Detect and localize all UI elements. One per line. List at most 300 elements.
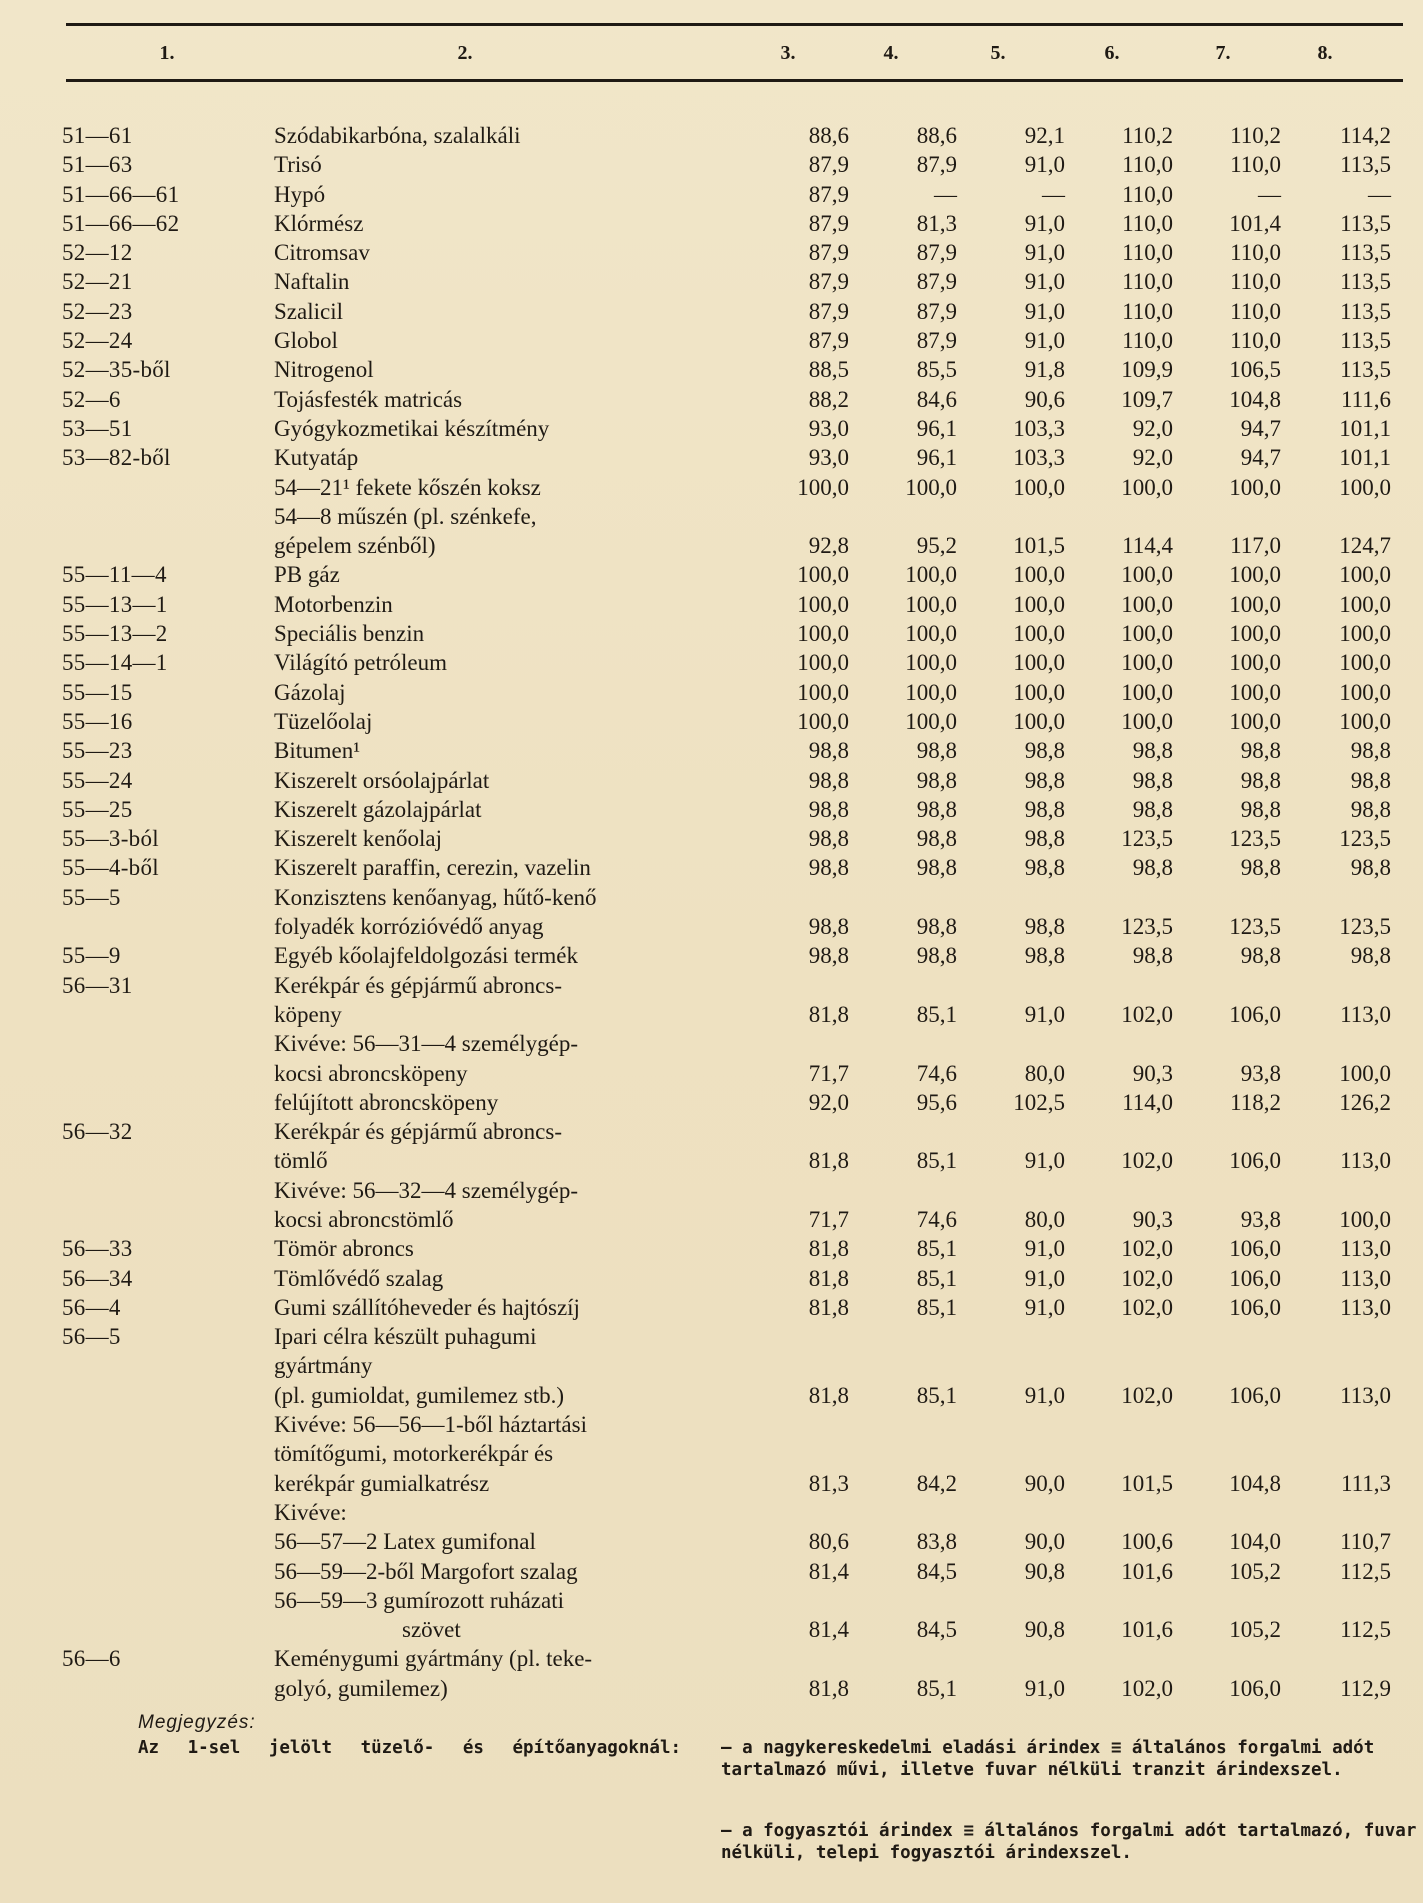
row-code xyxy=(58,1557,274,1586)
row-value-col3: 81,8 xyxy=(808,1382,849,1408)
row-code: 55—9 xyxy=(62,943,121,969)
row-value-col4: 84,2 xyxy=(916,1470,957,1496)
row-code xyxy=(58,1176,274,1205)
row-value-col5: 91,0 xyxy=(1024,1148,1065,1174)
row-value-col4: 100,0 xyxy=(905,679,957,705)
row-value-col8: 113,5 xyxy=(1340,269,1391,295)
row-value-col5 xyxy=(957,1351,1065,1380)
row-code: 55—13—1 xyxy=(62,591,168,617)
row-value-col6: 114,4 xyxy=(1122,533,1173,559)
table-row xyxy=(58,326,1391,355)
row-value-col5: 91,8 xyxy=(1024,357,1065,383)
row-code: 55—15 xyxy=(62,679,133,705)
row-value-col4: 95,2 xyxy=(916,533,957,559)
table-row xyxy=(58,473,1391,502)
col-header-8: 8. xyxy=(1317,42,1333,64)
row-value-col4: 84,6 xyxy=(916,386,957,412)
row-value-col6: 123,5 xyxy=(1121,826,1173,852)
row-code: 53—82-ből xyxy=(62,445,171,471)
row-value-col4: 100,0 xyxy=(905,708,957,734)
row-value-col3 xyxy=(744,1498,849,1527)
row-code: 56—33 xyxy=(62,1236,133,1262)
row-value-col5: 91,0 xyxy=(1024,269,1065,295)
table-row xyxy=(58,1322,1391,1351)
row-value-col4: 95,6 xyxy=(916,1089,957,1115)
row-value-col8: 113,5 xyxy=(1340,210,1391,236)
row-value-col6 xyxy=(1065,1644,1173,1673)
row-value-col6 xyxy=(1065,883,1173,912)
table-row xyxy=(58,209,1391,238)
row-value-col3 xyxy=(744,1176,849,1205)
row-value-col3: 81,8 xyxy=(808,1148,849,1174)
row-value-col3: 87,9 xyxy=(808,269,849,295)
row-value-col8: 112,5 xyxy=(1340,1558,1391,1584)
row-value-col8: 100,0 xyxy=(1339,1060,1391,1086)
row-code xyxy=(58,1439,274,1468)
row-value-col7: 110,2 xyxy=(1230,123,1281,148)
row-value-col7: 100,0 xyxy=(1229,562,1281,588)
row-value-col3: 98,8 xyxy=(808,855,849,881)
table-row xyxy=(58,1586,1391,1615)
row-value-col3: 87,9 xyxy=(808,298,849,324)
header-rule xyxy=(66,79,1403,82)
row-code: 51—63 xyxy=(62,152,133,178)
table-row xyxy=(58,121,1391,150)
row-value-col7: 123,5 xyxy=(1229,826,1281,852)
table-row xyxy=(58,1234,1391,1263)
row-value-col5: 91,0 xyxy=(1024,152,1065,178)
table-row xyxy=(58,1088,1391,1117)
row-value-col4 xyxy=(849,1351,957,1380)
row-value-col6: 102,0 xyxy=(1121,1294,1173,1320)
row-value-col7: 100,0 xyxy=(1229,621,1281,647)
row-value-col8: 113,0 xyxy=(1340,1236,1391,1262)
row-description: gépelem szénből) xyxy=(274,533,436,559)
row-description: Citromsav xyxy=(274,240,370,266)
table-row xyxy=(58,883,1391,912)
row-description: Globol xyxy=(274,328,338,354)
table-row xyxy=(58,590,1391,619)
row-value-col4: 98,8 xyxy=(916,767,957,793)
table-row xyxy=(58,355,1391,384)
table-row xyxy=(58,678,1391,707)
row-code: 55—25 xyxy=(62,796,133,822)
row-description: köpeny xyxy=(274,1001,342,1027)
row-value-col8: 124,7 xyxy=(1339,533,1391,559)
row-value-col5: 98,8 xyxy=(1024,914,1065,940)
row-value-col3 xyxy=(744,1117,849,1146)
row-value-col5: 98,8 xyxy=(1024,796,1065,822)
row-value-col3: 87,9 xyxy=(808,210,849,236)
row-value-col3: 88,5 xyxy=(808,357,849,383)
table-row xyxy=(58,180,1391,209)
row-code: 56—31 xyxy=(62,972,133,998)
row-value-col5: 90,8 xyxy=(1024,1617,1065,1643)
row-value-col4: 85,1 xyxy=(916,1265,957,1291)
row-value-col4: 87,9 xyxy=(916,152,957,178)
row-value-col4: 98,8 xyxy=(916,855,957,881)
row-description: 54—21¹ fekete kőszén koksz xyxy=(274,474,541,500)
row-value-col6: 100,0 xyxy=(1121,679,1173,705)
row-value-col7: 93,8 xyxy=(1240,1060,1281,1086)
row-description: 56—59—2-ből Margofort szalag xyxy=(274,1558,578,1584)
row-value-col4: 98,8 xyxy=(916,826,957,852)
row-value-col3 xyxy=(744,883,849,912)
table-row xyxy=(58,1557,1391,1586)
row-value-col3 xyxy=(744,1322,849,1351)
row-description: felújított abroncsköpeny xyxy=(274,1089,499,1115)
row-value-col6: 110,0 xyxy=(1122,240,1173,266)
row-value-col4: 100,0 xyxy=(905,591,957,617)
row-code: 56—5 xyxy=(62,1324,121,1350)
row-value-col7: 100,0 xyxy=(1229,474,1281,500)
row-code: 56—4 xyxy=(62,1294,121,1320)
row-value-col5: 90,0 xyxy=(1024,1470,1065,1496)
table-row xyxy=(58,1469,1391,1498)
row-value-col4: 100,0 xyxy=(905,474,957,500)
row-code: 52—24 xyxy=(62,328,133,354)
row-value-col5: 102,5 xyxy=(1013,1089,1065,1115)
row-value-col6: 110,0 xyxy=(1122,328,1173,354)
row-value-col6: 110,2 xyxy=(1122,123,1173,148)
row-value-col6 xyxy=(1065,1351,1173,1380)
table-row xyxy=(58,443,1391,472)
row-value-col7: 110,0 xyxy=(1230,240,1281,266)
row-value-col7: 106,0 xyxy=(1229,1148,1281,1174)
row-value-col4: 84,5 xyxy=(916,1558,957,1584)
row-code xyxy=(58,1469,274,1498)
row-value-col6: 98,8 xyxy=(1132,855,1173,881)
row-value-col3: 98,8 xyxy=(808,738,849,764)
row-value-col3 xyxy=(744,1351,849,1380)
row-description: Kerékpár és gépjármű abroncs- xyxy=(274,1119,563,1145)
row-code: 55—16 xyxy=(62,708,133,734)
row-value-col4 xyxy=(849,502,957,531)
row-value-col5: 91,0 xyxy=(1024,1675,1065,1701)
row-description: kerékpár gumialkatrész xyxy=(274,1470,490,1496)
row-description: Gázolaj xyxy=(274,679,346,705)
row-value-col5: 90,0 xyxy=(1024,1529,1065,1555)
row-value-col3: 87,9 xyxy=(808,328,849,354)
row-value-col6: 98,8 xyxy=(1132,767,1173,793)
table-row xyxy=(58,502,1391,531)
row-value-col5 xyxy=(957,971,1065,1000)
row-code xyxy=(58,502,274,531)
row-value-col8 xyxy=(1281,1439,1391,1468)
row-value-col6: 100,0 xyxy=(1121,650,1173,676)
row-value-col6: 110,0 xyxy=(1122,181,1173,207)
row-description: Kivéve: 56—32—4 személygép- xyxy=(274,1177,579,1203)
row-value-col4: 100,0 xyxy=(905,562,957,588)
row-value-col4 xyxy=(849,1176,957,1205)
row-code: 53—51 xyxy=(62,415,133,441)
row-value-col6 xyxy=(1065,1439,1173,1468)
row-description: Motorbenzin xyxy=(274,591,393,617)
row-value-col3: 98,8 xyxy=(808,767,849,793)
row-value-col4 xyxy=(849,1586,957,1615)
row-description: tömítőgumi, motorkerékpár és xyxy=(274,1441,554,1467)
row-value-col6: 92,0 xyxy=(1132,445,1173,471)
row-value-col6 xyxy=(1065,1498,1173,1527)
row-value-col8: 100,0 xyxy=(1339,562,1391,588)
row-value-col6: 100,0 xyxy=(1121,708,1173,734)
row-value-col5: 100,0 xyxy=(1013,679,1065,705)
row-value-col3: 81,8 xyxy=(808,1294,849,1320)
table-row xyxy=(58,297,1391,326)
row-value-col4: 85,5 xyxy=(916,357,957,383)
row-value-col3: 100,0 xyxy=(797,650,849,676)
row-value-col7 xyxy=(1173,883,1281,912)
row-value-col4: 87,9 xyxy=(916,298,957,324)
row-value-col8: 113,5 xyxy=(1340,240,1391,266)
row-code xyxy=(58,473,274,502)
row-value-col7: 100,0 xyxy=(1229,679,1281,705)
row-value-col8 xyxy=(1281,1644,1391,1673)
row-value-col7: 118,2 xyxy=(1230,1089,1281,1115)
table-row xyxy=(58,150,1391,179)
row-value-col6: 100,0 xyxy=(1121,562,1173,588)
row-description: Gumi szállítóheveder és hajtószíj xyxy=(274,1294,580,1320)
row-description: Gyógykozmetikai készítmény xyxy=(274,415,550,441)
row-description: Tömör abroncs xyxy=(274,1236,414,1262)
col-header-6: 6. xyxy=(1104,42,1120,64)
row-description: Speciális benzin xyxy=(274,621,425,647)
row-value-col3: 81,4 xyxy=(808,1617,849,1643)
row-code xyxy=(58,1000,274,1029)
row-value-col8 xyxy=(1281,1586,1391,1615)
row-value-col5: 91,0 xyxy=(1024,1382,1065,1408)
row-value-col6 xyxy=(1065,1029,1173,1058)
row-code: 55—13—2 xyxy=(62,621,168,647)
row-code xyxy=(58,1615,274,1644)
row-value-col3: 81,4 xyxy=(808,1558,849,1584)
row-value-col7: 93,8 xyxy=(1240,1206,1281,1232)
row-description: Kiszerelt gázolajpárlat xyxy=(274,796,482,822)
row-value-col5: 80,0 xyxy=(1024,1060,1065,1086)
row-value-col3 xyxy=(744,1644,849,1673)
row-value-col8: 113,5 xyxy=(1340,328,1391,354)
row-value-col8 xyxy=(1281,971,1391,1000)
row-value-col8: 126,2 xyxy=(1339,1089,1391,1115)
row-value-col8: 101,1 xyxy=(1339,445,1391,471)
row-description: 56—59—3 gumírozott ruházati xyxy=(274,1587,564,1613)
row-value-col7 xyxy=(1173,1351,1281,1380)
table-row xyxy=(58,385,1391,414)
row-description: Szalicil xyxy=(274,298,343,324)
row-value-col4: 81,3 xyxy=(916,210,957,236)
row-value-col4 xyxy=(849,971,957,1000)
row-value-col8: 101,1 xyxy=(1339,415,1391,441)
row-code xyxy=(58,1059,274,1088)
row-value-col3: 88,2 xyxy=(808,386,849,412)
row-value-col8 xyxy=(1281,1117,1391,1146)
row-description: folyadék korrózióvédő anyag xyxy=(274,914,544,940)
row-value-col6: 102,0 xyxy=(1121,1675,1173,1701)
row-value-col7: 110,0 xyxy=(1230,152,1281,178)
row-value-col5: 100,0 xyxy=(1013,621,1065,647)
table-row xyxy=(58,853,1391,882)
row-code: 52—23 xyxy=(62,298,133,324)
row-value-col4 xyxy=(849,1029,957,1058)
row-value-col4 xyxy=(849,1322,957,1351)
row-description: Kiszerelt orsóolajpárlat xyxy=(274,767,490,793)
row-value-col6: 101,6 xyxy=(1121,1617,1173,1643)
row-description: Bitumen¹ xyxy=(274,738,361,764)
row-value-col3: 100,0 xyxy=(797,621,849,647)
row-value-col4: 98,8 xyxy=(916,914,957,940)
row-value-col4: 83,8 xyxy=(916,1529,957,1555)
row-description: Konzisztens kenőanyag, hűtő-kenő xyxy=(274,884,597,910)
row-value-col3: 100,0 xyxy=(797,562,849,588)
row-value-col4: 85,1 xyxy=(916,1675,957,1701)
row-code: 55—4-ből xyxy=(62,855,159,881)
row-code: 52—35-ből xyxy=(62,357,171,383)
row-value-col8: 100,0 xyxy=(1339,621,1391,647)
row-description: Tojásfesték matricás xyxy=(274,386,463,412)
row-value-col8 xyxy=(1281,1351,1391,1380)
row-value-col7 xyxy=(1173,1029,1281,1058)
table-row xyxy=(58,1000,1391,1029)
row-value-col5: 98,8 xyxy=(1024,855,1065,881)
row-code: 52—12 xyxy=(62,240,133,266)
row-value-col4 xyxy=(849,1439,957,1468)
table-row xyxy=(58,912,1391,941)
table-row xyxy=(58,619,1391,648)
row-value-col8: 113,0 xyxy=(1340,1294,1391,1320)
row-value-col6: 102,0 xyxy=(1121,1001,1173,1027)
row-value-col8: 123,5 xyxy=(1339,826,1391,852)
row-value-col8: — xyxy=(1368,181,1391,207)
col-header-5: 5. xyxy=(990,42,1006,64)
row-description: Kutyatáp xyxy=(274,445,359,471)
row-value-col7: 98,8 xyxy=(1240,796,1281,822)
row-code xyxy=(58,1351,274,1380)
row-description: gyártmány xyxy=(274,1353,373,1379)
row-value-col6: 123,5 xyxy=(1121,914,1173,940)
table-row xyxy=(58,766,1391,795)
table-row xyxy=(58,795,1391,824)
row-value-col5: 98,8 xyxy=(1024,738,1065,764)
col-header-4: 4. xyxy=(883,42,899,64)
row-value-col8 xyxy=(1281,883,1391,912)
row-value-col5 xyxy=(957,1498,1065,1527)
row-value-col8: 113,5 xyxy=(1340,152,1391,178)
row-value-col5: 92,1 xyxy=(1024,123,1065,148)
row-value-col8: 123,5 xyxy=(1339,914,1391,940)
row-description: Tüzelőolaj xyxy=(274,708,373,734)
row-value-col6: 100,0 xyxy=(1121,474,1173,500)
row-value-col7: 104,8 xyxy=(1229,1470,1281,1496)
row-code: 55—3-ból xyxy=(62,826,159,852)
row-value-col3 xyxy=(744,1586,849,1615)
row-value-col5 xyxy=(957,502,1065,531)
row-value-col6: 92,0 xyxy=(1132,415,1173,441)
row-value-col7: 98,8 xyxy=(1240,943,1281,969)
row-value-col5 xyxy=(957,1117,1065,1146)
row-value-col5 xyxy=(957,1644,1065,1673)
row-code xyxy=(58,1088,274,1117)
row-value-col3: 93,0 xyxy=(808,415,849,441)
row-value-col3 xyxy=(744,1029,849,1058)
row-description: tömlő xyxy=(274,1148,328,1174)
table-row xyxy=(58,1059,1391,1088)
row-value-col6: 101,5 xyxy=(1121,1470,1173,1496)
row-code: 52—6 xyxy=(62,386,121,412)
row-value-col7 xyxy=(1173,1586,1281,1615)
row-code xyxy=(58,1586,274,1615)
row-value-col6 xyxy=(1065,1117,1173,1146)
row-value-col7: 106,5 xyxy=(1229,357,1281,383)
row-value-col4: 84,5 xyxy=(916,1617,957,1643)
row-value-col8: 111,6 xyxy=(1340,386,1391,412)
row-value-col8: 100,0 xyxy=(1339,650,1391,676)
row-value-col7: 98,8 xyxy=(1240,767,1281,793)
row-value-col7: 106,0 xyxy=(1229,1675,1281,1701)
table-row xyxy=(58,971,1391,1000)
row-value-col6: 109,9 xyxy=(1121,357,1173,383)
top-rule xyxy=(66,23,1403,26)
row-value-col8 xyxy=(1281,1029,1391,1058)
row-value-col4: — xyxy=(934,181,957,207)
row-value-col5 xyxy=(957,1176,1065,1205)
row-value-col7: 123,5 xyxy=(1229,914,1281,940)
row-value-col3: 98,8 xyxy=(808,826,849,852)
row-value-col6: 90,3 xyxy=(1132,1060,1173,1086)
row-value-col8: 111,3 xyxy=(1340,1470,1391,1496)
row-value-col8 xyxy=(1281,1322,1391,1351)
row-value-col3: 92,0 xyxy=(808,1089,849,1115)
row-value-col7: 106,0 xyxy=(1229,1001,1281,1027)
table-row xyxy=(58,1674,1391,1703)
row-value-col6: 98,8 xyxy=(1132,738,1173,764)
row-value-col3: 71,7 xyxy=(808,1206,849,1232)
row-value-col6 xyxy=(1065,1586,1173,1615)
row-value-col4 xyxy=(849,1117,957,1146)
row-description: Kivéve: 56—31—4 személygép- xyxy=(274,1031,579,1057)
row-value-col6: 100,0 xyxy=(1121,621,1173,647)
row-code: 56—32 xyxy=(62,1119,133,1145)
row-code xyxy=(58,1029,274,1058)
table-row xyxy=(58,1029,1391,1058)
row-value-col8 xyxy=(1281,1410,1391,1439)
row-value-col5: 91,0 xyxy=(1024,1265,1065,1291)
table-row xyxy=(58,1351,1391,1380)
row-value-col4: 98,8 xyxy=(916,943,957,969)
table-row xyxy=(58,560,1391,589)
row-value-col5 xyxy=(957,1410,1065,1439)
row-value-col4: 98,8 xyxy=(916,738,957,764)
row-value-col5: 91,0 xyxy=(1024,1236,1065,1262)
row-code xyxy=(58,1146,274,1175)
row-value-col3 xyxy=(744,1439,849,1468)
row-value-col5: 80,0 xyxy=(1024,1206,1065,1232)
row-value-col7 xyxy=(1173,971,1281,1000)
row-value-col6: 110,0 xyxy=(1122,269,1173,295)
row-code xyxy=(58,1527,274,1556)
row-value-col8: 113,0 xyxy=(1340,1382,1391,1408)
row-value-col6: 102,0 xyxy=(1121,1265,1173,1291)
row-description: Szódabikarbóna, szalalkáli xyxy=(274,123,521,148)
table-row xyxy=(58,1644,1391,1673)
row-value-col3: 98,8 xyxy=(808,943,849,969)
row-value-col3: 87,9 xyxy=(808,240,849,266)
table-row xyxy=(58,1381,1391,1410)
table-row xyxy=(58,1615,1391,1644)
row-value-col6: 110,0 xyxy=(1122,298,1173,324)
row-code: 52—21 xyxy=(62,269,133,295)
row-value-col3: 87,9 xyxy=(808,152,849,178)
row-value-col3: 88,6 xyxy=(808,123,849,148)
